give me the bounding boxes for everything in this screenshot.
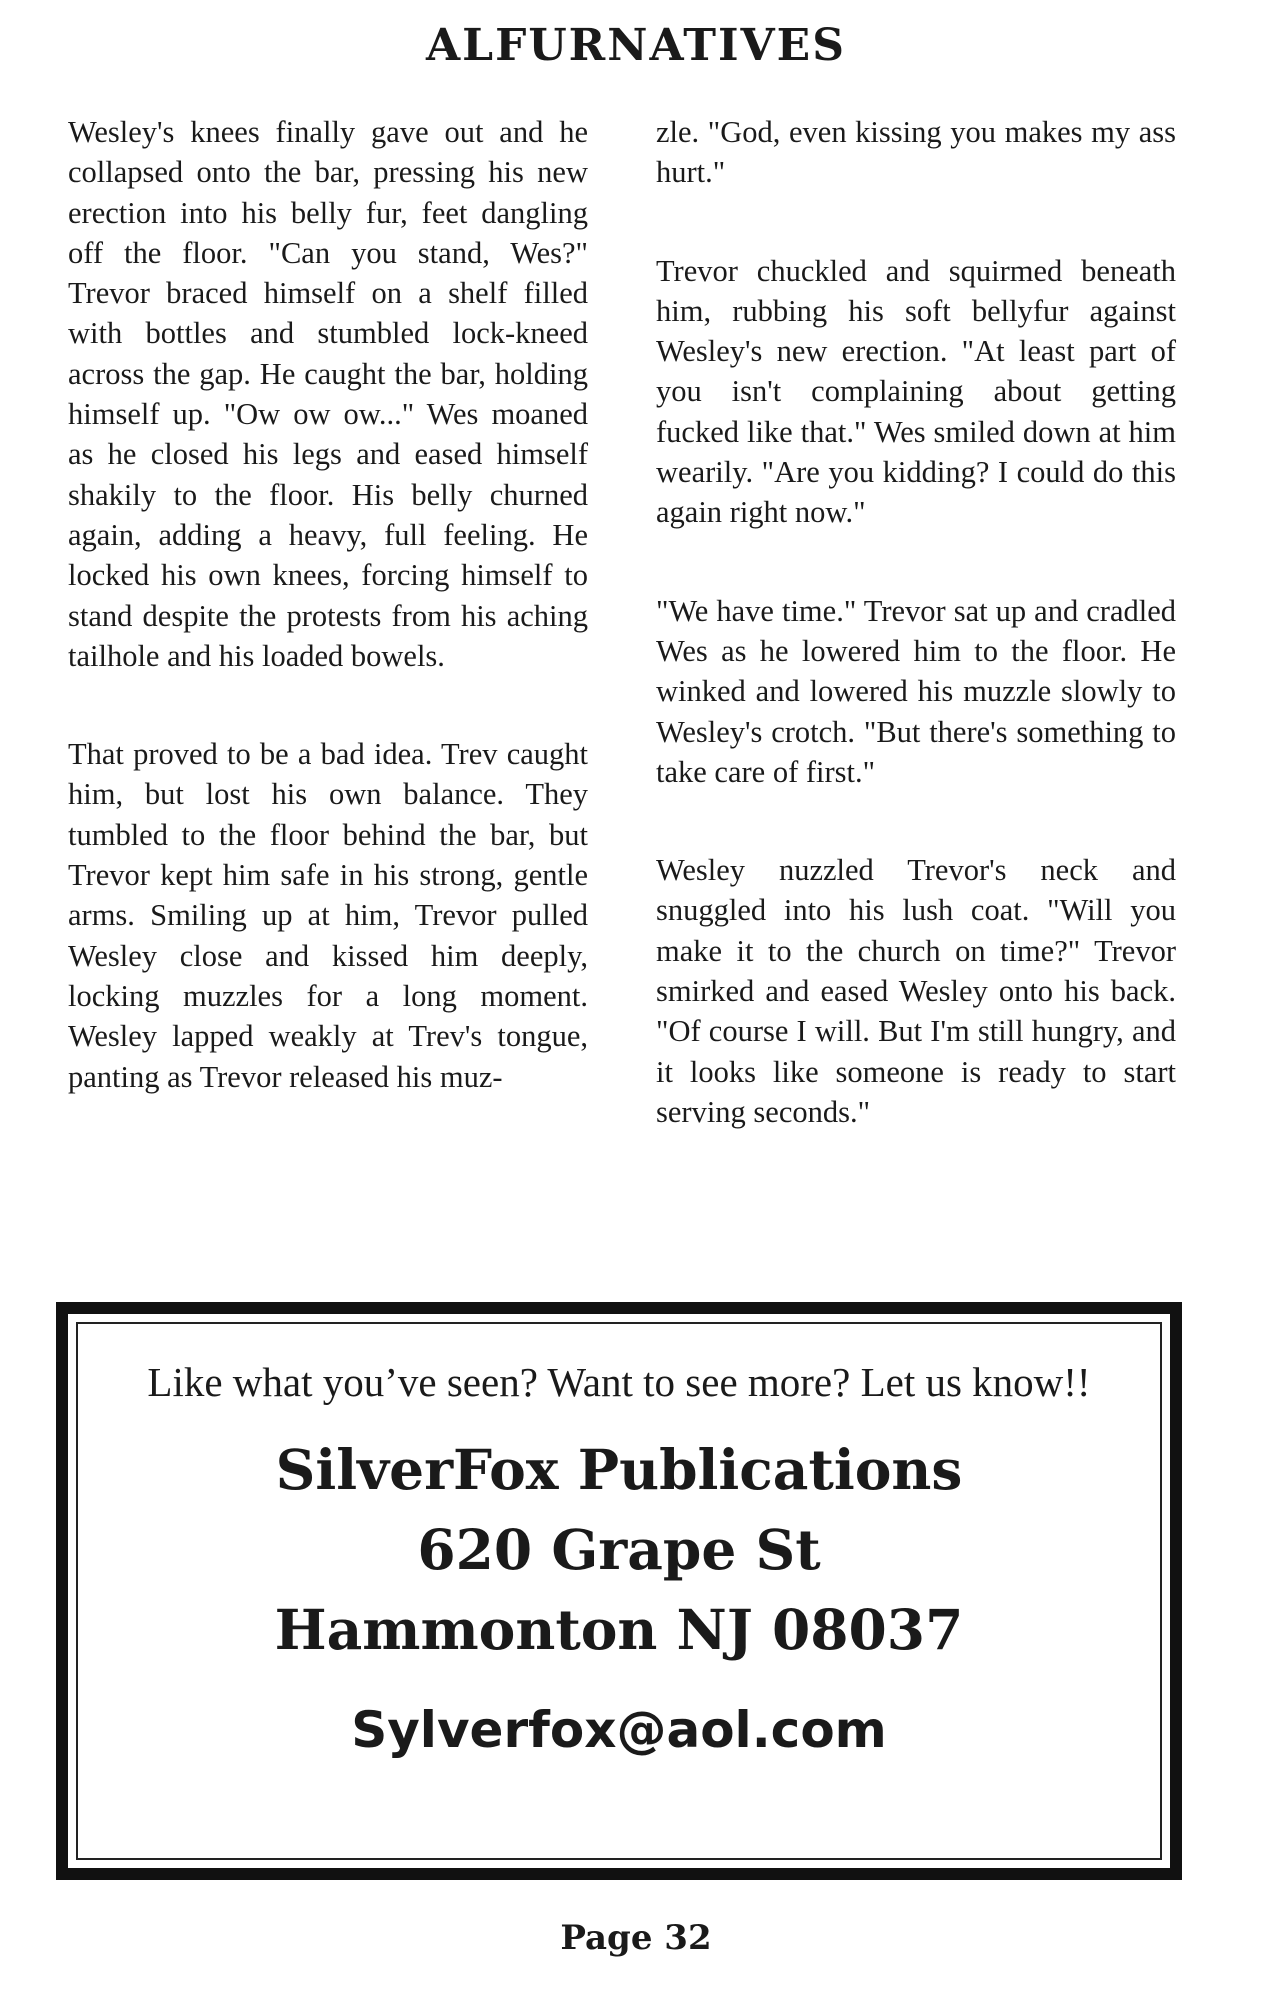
story-paragraph: "We have time." Trevor sat up and cradled Wes as he lowered him to the floor. He winked and lowered his muzzle slowly to Wesley's crotch. "But there's something to take care of first."	[656, 593, 1176, 789]
publisher-email: Sylverfox@aol.com	[351, 1701, 887, 1759]
story-column-right	[656, 112, 1176, 1190]
story-paragraph: Wesley nuzzled Trevor's neck and snuggled into his lush coat. "Will you make it to the church on time?" Trevor smirked and eased Wesley onto his back. "Of course I will. But I'm still hungry, and it looks like someone is ready to start serving seconds."	[656, 853, 1176, 1129]
story-paragraph: Trevor chuckled and squirmed beneath him, rubbing his soft bellyfur against Wesley's new erection. "At least part of you isn't complaining about getting fucked like that." Wes smiled down at him wearily. "Are you kidding? I could do this again right now."	[656, 253, 1176, 530]
story-paragraph: That proved to be a bad idea. Trev caught him, but lost his own balance. They tumbled to the floor behind the bar, but Trevor kept him safe in his strong, gentle arms. Smiling up at him, Trevor pulled Wesley close and kissed him deeply, locking muzzles for a long moment. Wesley lapped weakly at Trev's tongue, panting as Trevor released his muz-	[68, 737, 588, 1094]
story-column-left	[68, 112, 588, 1155]
publisher-city-address: Hammonton NJ 08037	[274, 1597, 964, 1662]
page-header-title: ALFURNATIVES	[426, 20, 846, 71]
page-number: Page 32	[560, 1918, 712, 1958]
publisher-ad-box	[56, 1302, 1182, 1880]
story-paragraph: zle. "God, even kissing you makes my ass hurt."	[656, 115, 1176, 190]
story-paragraph: Wesley's knees finally gave out and he collapsed onto the bar, pressing his new erection into his belly fur, feet dangling off the floor. "Can you stand, Wes?" Trevor braced himself on a shelf filled with bottles and stumbled lock-kneed across the gap. He caught the bar, holding himself up. "Ow ow ow..." Wes moaned as he closed his legs and eased himself shakily to the floor. His belly churned again, adding a heavy, full feeling. He locked his own knees, forcing himself to stand despite the protests from his aching tailhole and his loaded bowels.	[68, 115, 588, 673]
publisher-ad-inner-frame	[76, 1322, 1162, 1860]
ad-prompt-text: Like what you’ve seen? Want to see more? Let us know!!	[147, 1359, 1091, 1405]
publisher-street-address: 620 Grape St	[417, 1517, 821, 1582]
publisher-name: SilverFox Publications	[275, 1437, 963, 1502]
